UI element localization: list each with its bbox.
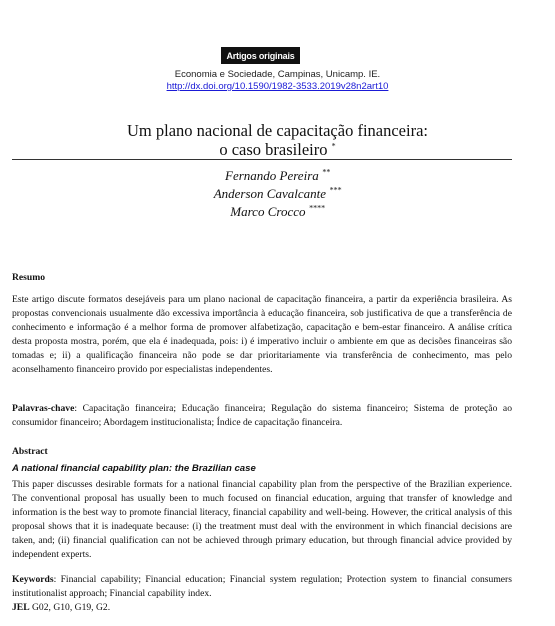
author-1 — [0, 168, 555, 184]
doi-line — [0, 81, 555, 92]
keywords — [12, 573, 512, 601]
palavras-chave-label: Palavras-chave — [12, 403, 75, 414]
palavras-chave-text: : Capacitação financeira; Educação financeira; Regulação do sistema financeiro; Sistema de proteção ao consumidor financeiro; Abordagem institucionalista; Índice de capacitação financeira. — [12, 403, 512, 429]
doi-link[interactable]: http://dx.doi.org/10.1590/1982-3533.2019v28n2art10 — [166, 81, 389, 92]
jel-codes — [12, 601, 512, 615]
keywords-text: : Financial capability; Financial education; Financial system regulation; Protection system to financial consumers institutionalist approach; Financial capability index. — [12, 574, 512, 600]
author-name: Marco Crocco — [230, 204, 306, 219]
resumo-text: Este artigo discute formatos desejáveis para um plano nacional de capacitação financeira, a partir da experiência brasileira. As propostas convencionais usualmente dão excessiva importância à educação financeira, sob justificativa de que a transferência de conhecimento e informação é a melhor forma de promover alfabetização, capacitação e bem-estar financeiro. A análise crítica desta proposta mostra, porém, que ela é inadequada, pois: i) é imperativo incluir o ambiente em que as decisões financeiras são tomadas e; ii) a qualificação financeira não pode se dar prioritariamente via transferência de conhecimento, mas pelo aconselhamento financeiro provido por especialistas independentes. — [12, 294, 512, 376]
author-footnote-mark: *** — [329, 185, 342, 195]
article-title-line2 — [0, 140, 555, 160]
resumo-heading: Resumo — [12, 272, 46, 283]
palavras-chave — [12, 402, 512, 430]
abstract-heading: Abstract — [12, 446, 48, 457]
article-title-text: o caso brasileiro — [219, 140, 328, 159]
title-footnote-mark: * — [331, 141, 336, 151]
english-title: A national financial capability plan: the Brazilian case — [12, 463, 256, 474]
section-badge: Artigos originais — [221, 47, 300, 64]
author-2 — [0, 186, 555, 202]
keywords-label: Keywords — [12, 574, 54, 585]
journal-line: Economia e Sociedade, Campinas, Unicamp. IE. — [174, 69, 381, 80]
author-footnote-mark: **** — [308, 203, 325, 213]
author-footnote-mark: ** — [322, 167, 330, 177]
jel-label: JEL — [12, 602, 30, 613]
author-name: Anderson Cavalcante — [213, 186, 327, 201]
article-title-line1: Um plano nacional de capacitação financeira: — [127, 121, 428, 140]
abstract-text: This paper discusses desirable formats for a national financial capability plan from the perspective of the Brazilian experience. The conventional proposal has usually been to much focused on financial education, arguing that transfer of knowledge and information is the best way to promote financial literacy, financial capability and well-being. However, the critical analysis of this proposal shows that it is inadequate because: (i) the treatment must deal with the environment in which financial decisions are taken, and; (ii) financial qualification can not be achieved through primary education, but through financial advice provided by independent experts. — [12, 479, 512, 561]
title-divider — [12, 159, 512, 160]
jel-text: G02, G10, G19, G2. — [29, 602, 111, 613]
author-name: Fernando Pereira — [225, 168, 319, 183]
author-3 — [0, 204, 555, 220]
